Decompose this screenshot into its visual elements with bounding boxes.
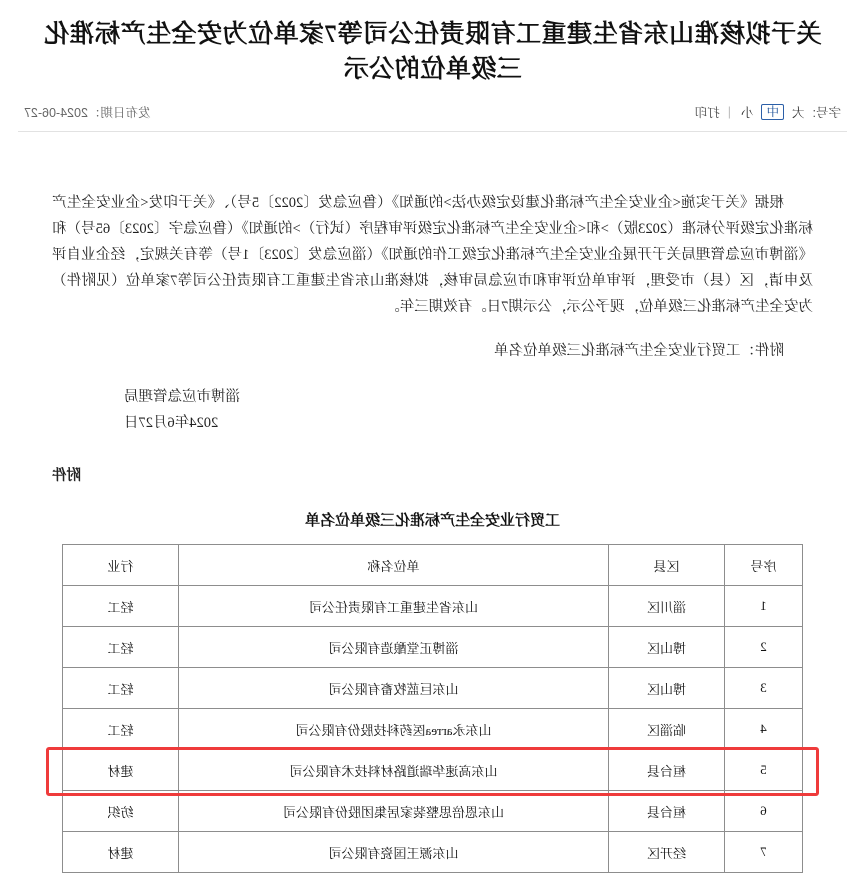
page-title: 关于拟核准山东省生建重工有限责任公司等7家单位为安全生产标准化三级单位的公示	[43, 21, 822, 83]
cell-area: 桓台县	[609, 791, 725, 832]
cell-trade: 轻工	[63, 668, 179, 709]
table-title: 工贸行业安全生产标准化三级单位名单	[305, 513, 561, 529]
cell-area: 淄川区	[609, 586, 725, 627]
attachment-reference-line: 附件：工贸行业安全生产标准化三级单位名单	[494, 343, 784, 359]
cell-trade: 建材	[63, 750, 179, 791]
font-size-controls	[695, 103, 841, 121]
cell-area: 桓台县	[609, 750, 725, 791]
table-body	[63, 586, 803, 873]
table-row	[63, 586, 803, 627]
font-size-small-button[interactable]: 小	[740, 106, 754, 120]
attachment-tag: 附件	[52, 468, 81, 484]
column-header-area: 区县	[609, 545, 725, 586]
body-paragraph: 根据《关于实施<企业安全生产标准化建设定级办法>的通知》（鲁应急发〔2022〕5号）、《关于印发<企业安全生产标准化定级评分标准（2023版）>和<企业安全生产标准化定级评审程序（试行）>的通知》（鲁应急字〔2023〕65号）和《淄博市应急管理局关于开展企业安全生产标准化定级工作的通知》（淄应急发〔2023〕1号）等有关规定，经企业自评及申请，区（县）市受理，评审单位评审和市应急局审核，拟核准山东省生建重工有限责任公司等7家单位（见附件）为安全生产标准化三级单位，现予公示，公示期7日。有效期三年。	[52, 195, 813, 315]
cell-unit-name: 山东巨蓝牧畜有限公司	[179, 668, 609, 709]
cell-seq: 5	[725, 750, 803, 791]
cell-seq: 3	[725, 668, 803, 709]
table-row	[63, 668, 803, 709]
table-row	[63, 832, 803, 873]
cell-seq: 1	[725, 586, 803, 627]
table-row	[63, 791, 803, 832]
article-header	[0, 0, 865, 87]
bottom-spacer	[0, 873, 865, 887]
cell-seq: 6	[725, 791, 803, 832]
signature-organization: 淄博市应急管理局	[124, 389, 240, 405]
table-header-row	[63, 545, 803, 586]
signature-date: 2024年6月27日	[124, 415, 219, 431]
cell-trade: 轻工	[63, 709, 179, 750]
cell-unit-name: 山东永агrea医药科技股份有限公司	[179, 709, 609, 750]
cell-trade: 建材	[63, 832, 179, 873]
cell-trade: 纺织	[63, 791, 179, 832]
units-table	[62, 544, 803, 873]
column-header-trade: 行业	[63, 545, 179, 586]
cell-trade: 轻工	[63, 586, 179, 627]
cell-area: 博山区	[609, 668, 725, 709]
column-header-seq: 序号	[725, 545, 803, 586]
table-wrapper	[0, 544, 865, 873]
meta-divider: |	[727, 105, 731, 119]
cell-area: 博山区	[609, 627, 725, 668]
cell-area: 临淄区	[609, 709, 725, 750]
signature-block	[0, 364, 865, 436]
table-row	[63, 750, 803, 791]
article-body	[0, 132, 865, 320]
cell-seq: 7	[725, 832, 803, 873]
cell-seq: 2	[725, 627, 803, 668]
table-head	[63, 545, 803, 586]
cell-unit-name: 山东恩倍思整装家居集团股份有限公司	[179, 791, 609, 832]
font-size-label: 字号:	[812, 106, 841, 120]
font-size-medium-button[interactable]: 中	[761, 104, 784, 121]
cell-unit-name: 山东源王国瓷有限公司	[179, 832, 609, 873]
cell-unit-name: 淄博正堂酿造有限公司	[179, 627, 609, 668]
print-button[interactable]: 打印	[694, 106, 720, 120]
cell-trade: 轻工	[63, 627, 179, 668]
column-header-name: 单位名称	[179, 545, 609, 586]
font-size-large-button[interactable]: 大	[792, 106, 805, 120]
cell-seq: 4	[725, 709, 803, 750]
cell-area: 经开区	[609, 832, 725, 873]
table-row	[63, 627, 803, 668]
table-row	[63, 709, 803, 750]
cell-unit-name: 山东省生建重工有限责任公司	[179, 586, 609, 627]
meta-bar	[0, 87, 865, 131]
cell-unit-name: 山东高速华瑞道路材料技术有限公司	[179, 750, 609, 791]
publish-date: 发布日期：2024-06-27	[24, 106, 151, 120]
